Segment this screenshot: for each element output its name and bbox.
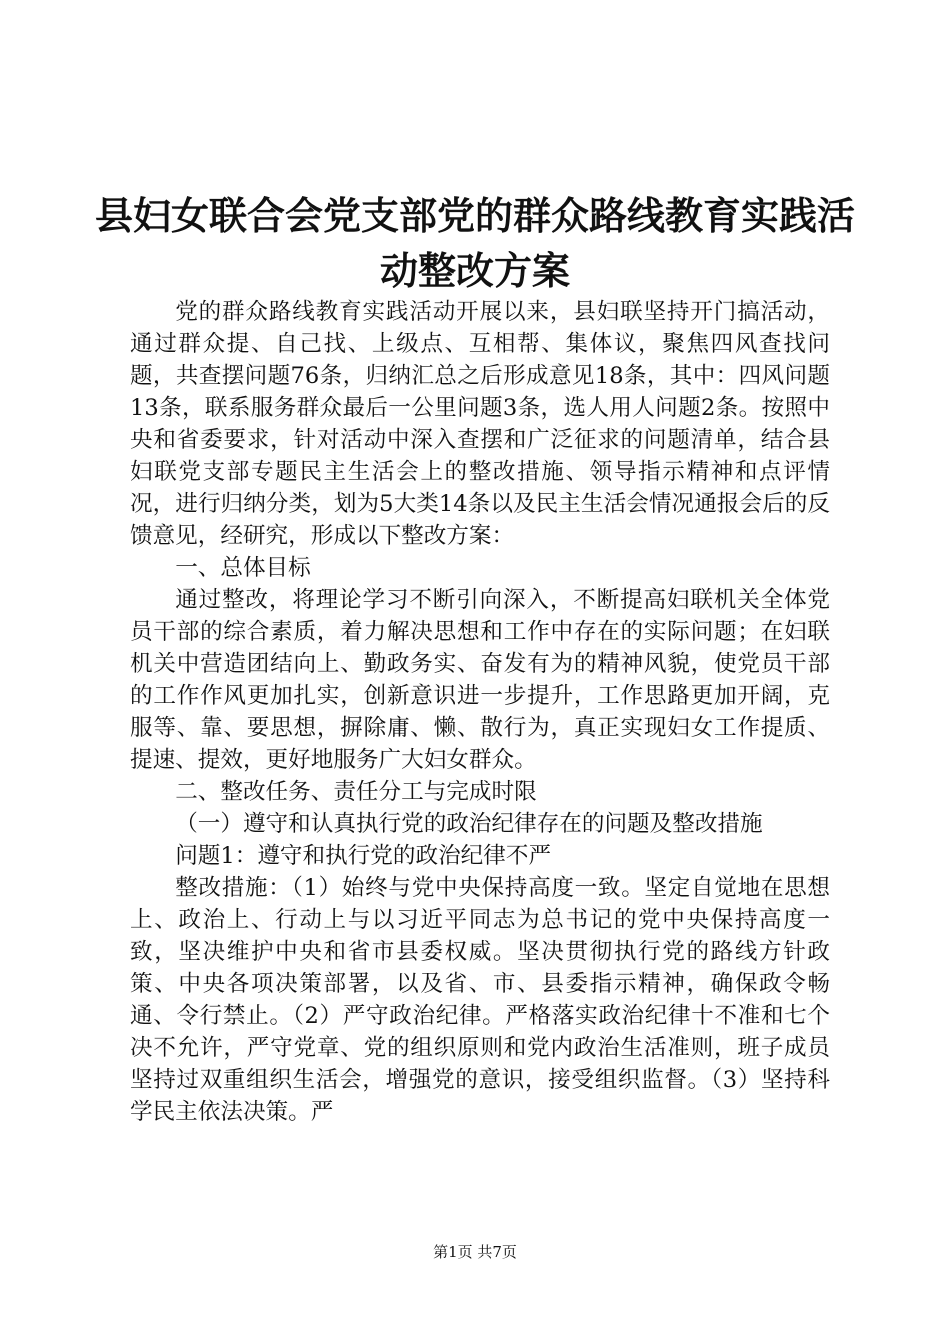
rectification-measures: 整改措施：（1）始终与党中央保持高度一致。坚定自觉地在思想上、政治上、行动上与以习近平同志为总书记的党中央保持高度一致，坚决维护中央和省市县委权威。坚决贯彻执行党的路线方针政策、中央各项决策部署，以及省、市、县委指示精神，确保政令畅通、令行禁止。（2）严守政治纪律。严格落实政治纪律十不准和七个决不允许，严守党章、党的组织原则和党内政治生活准则，班子成员坚持过双重组织生活会，增强党的意识，接受组织监督。（3）坚持科学民主依法决策。严 [130, 875, 830, 1125]
paragraph-overall-goal: 通过整改，将理论学习不断引向深入，不断提高妇联机关全体党员干部的综合素质，着力解决思想和工作中存在的实际问题；在妇联机关中营造团结向上、勤政务实、奋发有为的精神风貌，使党员干部的工作作风更加扎实，创新意识进一步提升，工作思路更加开阔，克服等、靠、要思想，摒除庸、懒、散行为，真正实现妇女工作提质、提速、提效，更好地服务广大妇女群众。 [130, 587, 830, 773]
page-footer: 第1页 共7页 [433, 1243, 517, 1261]
heading-overall-goal: 一、总体目标 [175, 555, 311, 581]
heading-rectification-tasks: 二、整改任务、责任分工与完成时限 [175, 779, 537, 805]
subheading-political-discipline: （一）遵守和认真执行党的政治纪律存在的问题及整改措施 [175, 811, 763, 837]
problem-1: 问题1：遵守和执行党的政治纪律不严 [175, 843, 552, 869]
document-body [130, 296, 830, 1128]
document-title-line-2: 动整改方案 [379, 248, 570, 293]
document-title-line-1: 县妇女联合会党支部党的群众路线教育实践活 [94, 193, 855, 238]
paragraph-intro: 党的群众路线教育实践活动开展以来，县妇联坚持开门搞活动，通过群众提、自己找、上级点、互相帮、集体议，聚焦四风查找问题，共查摆问题76条，归纳汇总之后形成意见18条，其中：四风问题13条，联系服务群众最后一公里问题3条，选人用人问题2条。按照中央和省委要求，针对活动中深入查摆和广泛征求的问题清单，结合县妇联党支部专题民主生活会上的整改措施、领导指示精神和点评情况，进行归纳分类，划为5大类14条以及民主生活会情况通报会后的反馈意见，经研究，形成以下整改方案： [130, 299, 830, 549]
